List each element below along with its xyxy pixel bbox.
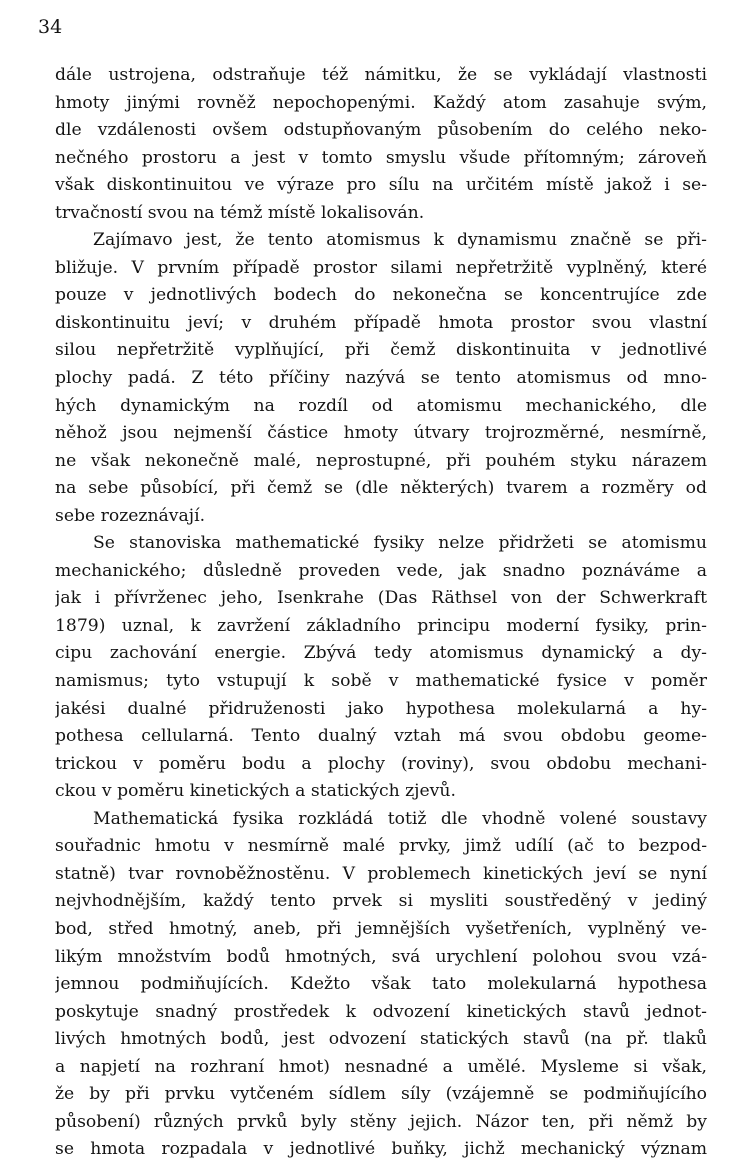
text-line: že by při prvku vytčeném sídlem síly (vzájemně se podmiňujícího	[55, 1084, 707, 1105]
text-line: ne však nekonečně malé, neprostupné, při pouhém styku nárazem	[55, 450, 707, 471]
text-line: cipu zachování energie. Zbývá tedy atomismus dynamický a dy-	[55, 643, 707, 664]
text-line: 1879) uznal, k zavržení základního principu moderní fysiky, prin-	[55, 615, 707, 636]
text-line: na sebe působící, při čemž se (dle některých) tvarem a rozměry od	[55, 478, 707, 499]
text-line: ckou v poměru kinetických a statických zjevů.	[55, 781, 456, 802]
text-line: silou nepřetržitě vyplňující, při čemž diskontinuita v jednotlivé	[55, 340, 707, 361]
text-line: jemnou podmiňujících. Kdežto však tato molekularná hypothesa	[55, 974, 707, 995]
text-line: trickou v poměru bodu a plochy (roviny), svou obdobu mechani-	[55, 753, 707, 774]
text-line: mechanického; důsledně proveden vede, jak snadno poznáváme a	[55, 560, 707, 581]
text-line: Zajímavo jest, že tento atomismus k dynamismu značně se při-	[93, 230, 707, 251]
text-line: livých hmotných bodů, jest odvození statických stavů (na př. tlaků	[55, 1029, 707, 1050]
text-line: dále ustrojena, odstraňuje též námitku, že se vykládají vlastnosti	[55, 65, 707, 85]
text-line: statně) tvar rovnoběžnostěnu. V problemech kinetických jeví se nyní	[55, 863, 707, 884]
text-line: hých dynamickým na rozdíl od atomismu mechanického, dle	[55, 395, 707, 416]
text-line: namismus; tyto vstupují k sobě v mathematické fysice v poměr	[55, 671, 707, 692]
text-line: Se stanoviska mathematické fysiky nelze přidržeti se atomismu	[93, 533, 707, 554]
text-line: jak i přívrženec jeho, Isenkrahe (Das Räthsel von der Schwerkraft	[55, 588, 707, 609]
text-line: však diskontinuitou ve výraze pro sílu na určitém místě jakož i se-	[55, 175, 707, 196]
text-line: hmoty jinými rovněž nepochopenými. Každý atom zasahuje svým,	[55, 92, 707, 113]
text-line: diskontinuitu jeví; v druhém případě hmota prostor svou vlastní	[55, 312, 707, 333]
text-line: bod, střed hmotný, aneb, při jemnějších vyšetřeních, vyplněný ve-	[55, 918, 707, 939]
text-line: souřadnic hmotu v nesmírně malé prvky, jimž udílí (ač to bezpod-	[55, 836, 707, 857]
text-line: likým množstvím bodů hmotných, svá urychlení polohou svou vzá-	[55, 946, 707, 967]
text-line: jakési dualné přidruženosti jako hypothesa molekularná a hy-	[55, 698, 707, 719]
text-line: plochy padá. Z této příčiny nazývá se tento atomismus od mno-	[55, 368, 707, 389]
body-text	[55, 62, 707, 1164]
text-line: nejvhodnějším, každý tento prvek si mysliti soustředěný v jediný	[55, 891, 707, 912]
text-line: sebe rozeznávají.	[55, 505, 206, 526]
text-line: bližuje. V prvním případě prostor silami nepřetržitě vyplněný, které	[55, 257, 707, 278]
text-line: pouze v jednotlivých bodech do nekonečna se koncentrujíce zde	[55, 285, 707, 306]
text-line: něhož jsou nejmenší částice hmoty útvary trojrozměrné, nesmírně,	[55, 423, 707, 444]
text-line: pothesa cellularná. Tento dualný vztah má svou obdobu geome-	[55, 726, 707, 747]
text-line: se hmota rozpadala v jednotlivé buňky, jichž mechanický význam	[55, 1139, 707, 1160]
text-line: Mathematická fysika rozkládá totiž dle vhodně volené soustavy	[93, 808, 707, 829]
text-line: dle vzdálenosti ovšem odstupňovaným působením do celého neko-	[55, 120, 707, 141]
text-line: poskytuje snadný prostředek k odvození kinetických stavů jednot-	[55, 1001, 707, 1022]
text-line: nečného prostoru a jest v tomto smyslu všude přítomným; zároveň	[55, 147, 707, 168]
text-line: a napjetí na rozhraní hmot) nesnadné a umělé. Mysleme si však,	[55, 1056, 707, 1077]
text-line: trvačností svou na témž místě lokalisován.	[55, 202, 425, 223]
text-line: působení) různých prvků byly stěny jejich. Názor ten, při němž by	[55, 1111, 707, 1132]
page-number: 34	[38, 16, 63, 38]
